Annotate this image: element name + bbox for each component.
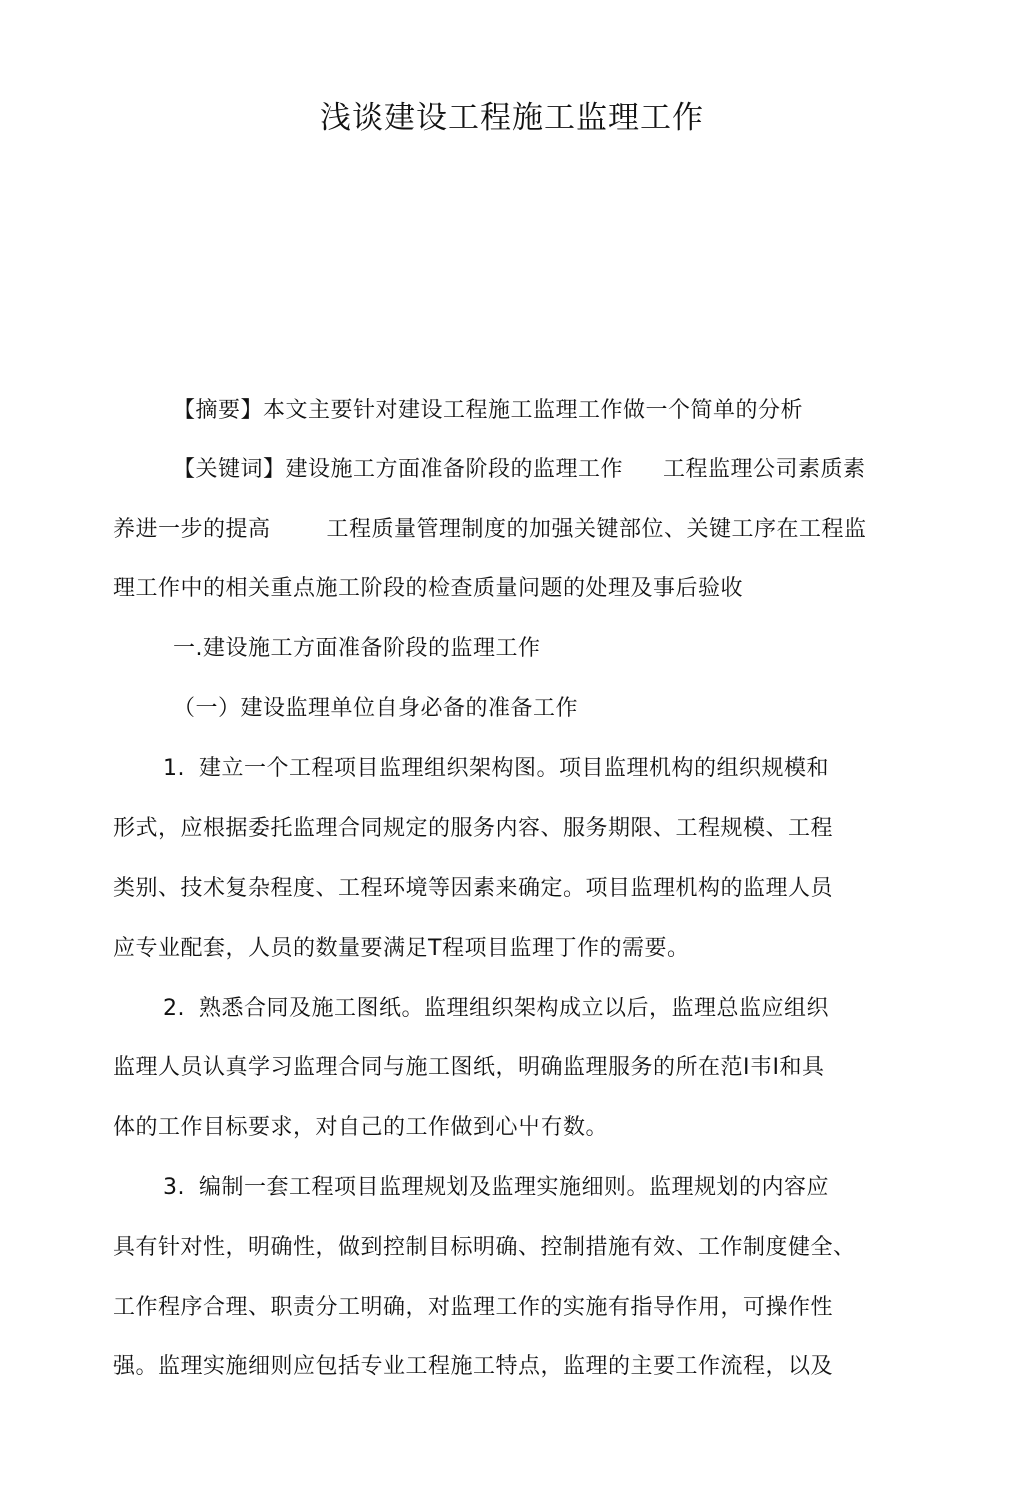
- keywords-line-2: [113, 515, 867, 545]
- keywords-line-1-part-a: 【关键词】建设施工方面准备阶段的监理工作: [173, 457, 624, 482]
- item-2-text: 熟悉合同及施工图纸。监理组织架构成立以后，监理总监应组织: [199, 996, 830, 1021]
- item-3-text: 编制一套工程项目监理规划及监理实施细则。监理规划的内容应: [199, 1175, 830, 1200]
- item-2-line-1: [163, 994, 829, 1024]
- item-3-number: 3.: [163, 1175, 185, 1200]
- item-3-line-4: 强。监理实施细则应包括专业工程施工特点，监理的主要工作流程，以及: [113, 1354, 834, 1379]
- item-1-text: 建立一个工程项目监理组织架构图。项目监理机构的组织规模和: [199, 756, 830, 781]
- document-title: 浅谈建设工程施工监理工作: [320, 100, 704, 136]
- section-heading: 一.建设施工方面准备阶段的监理工作: [173, 636, 541, 661]
- item-1-line-3: 类别、技术复杂程度、工程环境等因素来确定。项目监理机构的监理人员: [113, 876, 834, 901]
- keywords-line-3: 理工作中的相关重点施工阶段的检查质量问题的处理及事后验收: [113, 576, 744, 601]
- item-2-line-2: 监理人员认真学习监理合同与施工图纸，明确监理服务的所在范I韦I和具: [113, 1055, 825, 1080]
- keywords-line-1-part-b: 工程监理公司素质素: [663, 457, 866, 482]
- abstract-line: 【摘要】本文主要针对建设工程施工监理工作做一个简单的分析: [173, 398, 804, 423]
- keywords-line-1: [173, 455, 866, 485]
- section-subheading: （一）建设监理单位自身必备的准备工作: [173, 696, 579, 721]
- item-3-line-1: [163, 1173, 829, 1203]
- keywords-line-2-part-b: 工程质量管理制度的加强关键部位、关键工序在工程监: [326, 517, 867, 542]
- item-1-line-1: [163, 754, 829, 784]
- item-1-line-4: 应专业配套，人员的数量要满足T程项目监理丁作的需要。: [113, 936, 690, 961]
- item-2-line-3: 体的工作目标要求，对自己的工作做到心屮冇数。: [113, 1115, 609, 1140]
- item-1-number: 1.: [163, 756, 185, 781]
- item-2-number: 2.: [163, 996, 185, 1021]
- keywords-line-2-part-a: 养进一步的提高: [113, 517, 271, 542]
- item-1-line-2: 形式，应根据委托监理合同规定的服务内容、服务期限、工程规模、工程: [113, 816, 834, 841]
- item-3-line-3: 工作程序合理、职责分工明确，对监理工作的实施有指导作用，可操作性: [113, 1295, 834, 1320]
- item-3-line-2: 具有针对性，明确性，做到控制目标明确、控制措施有效、工作制度健全、: [113, 1235, 856, 1260]
